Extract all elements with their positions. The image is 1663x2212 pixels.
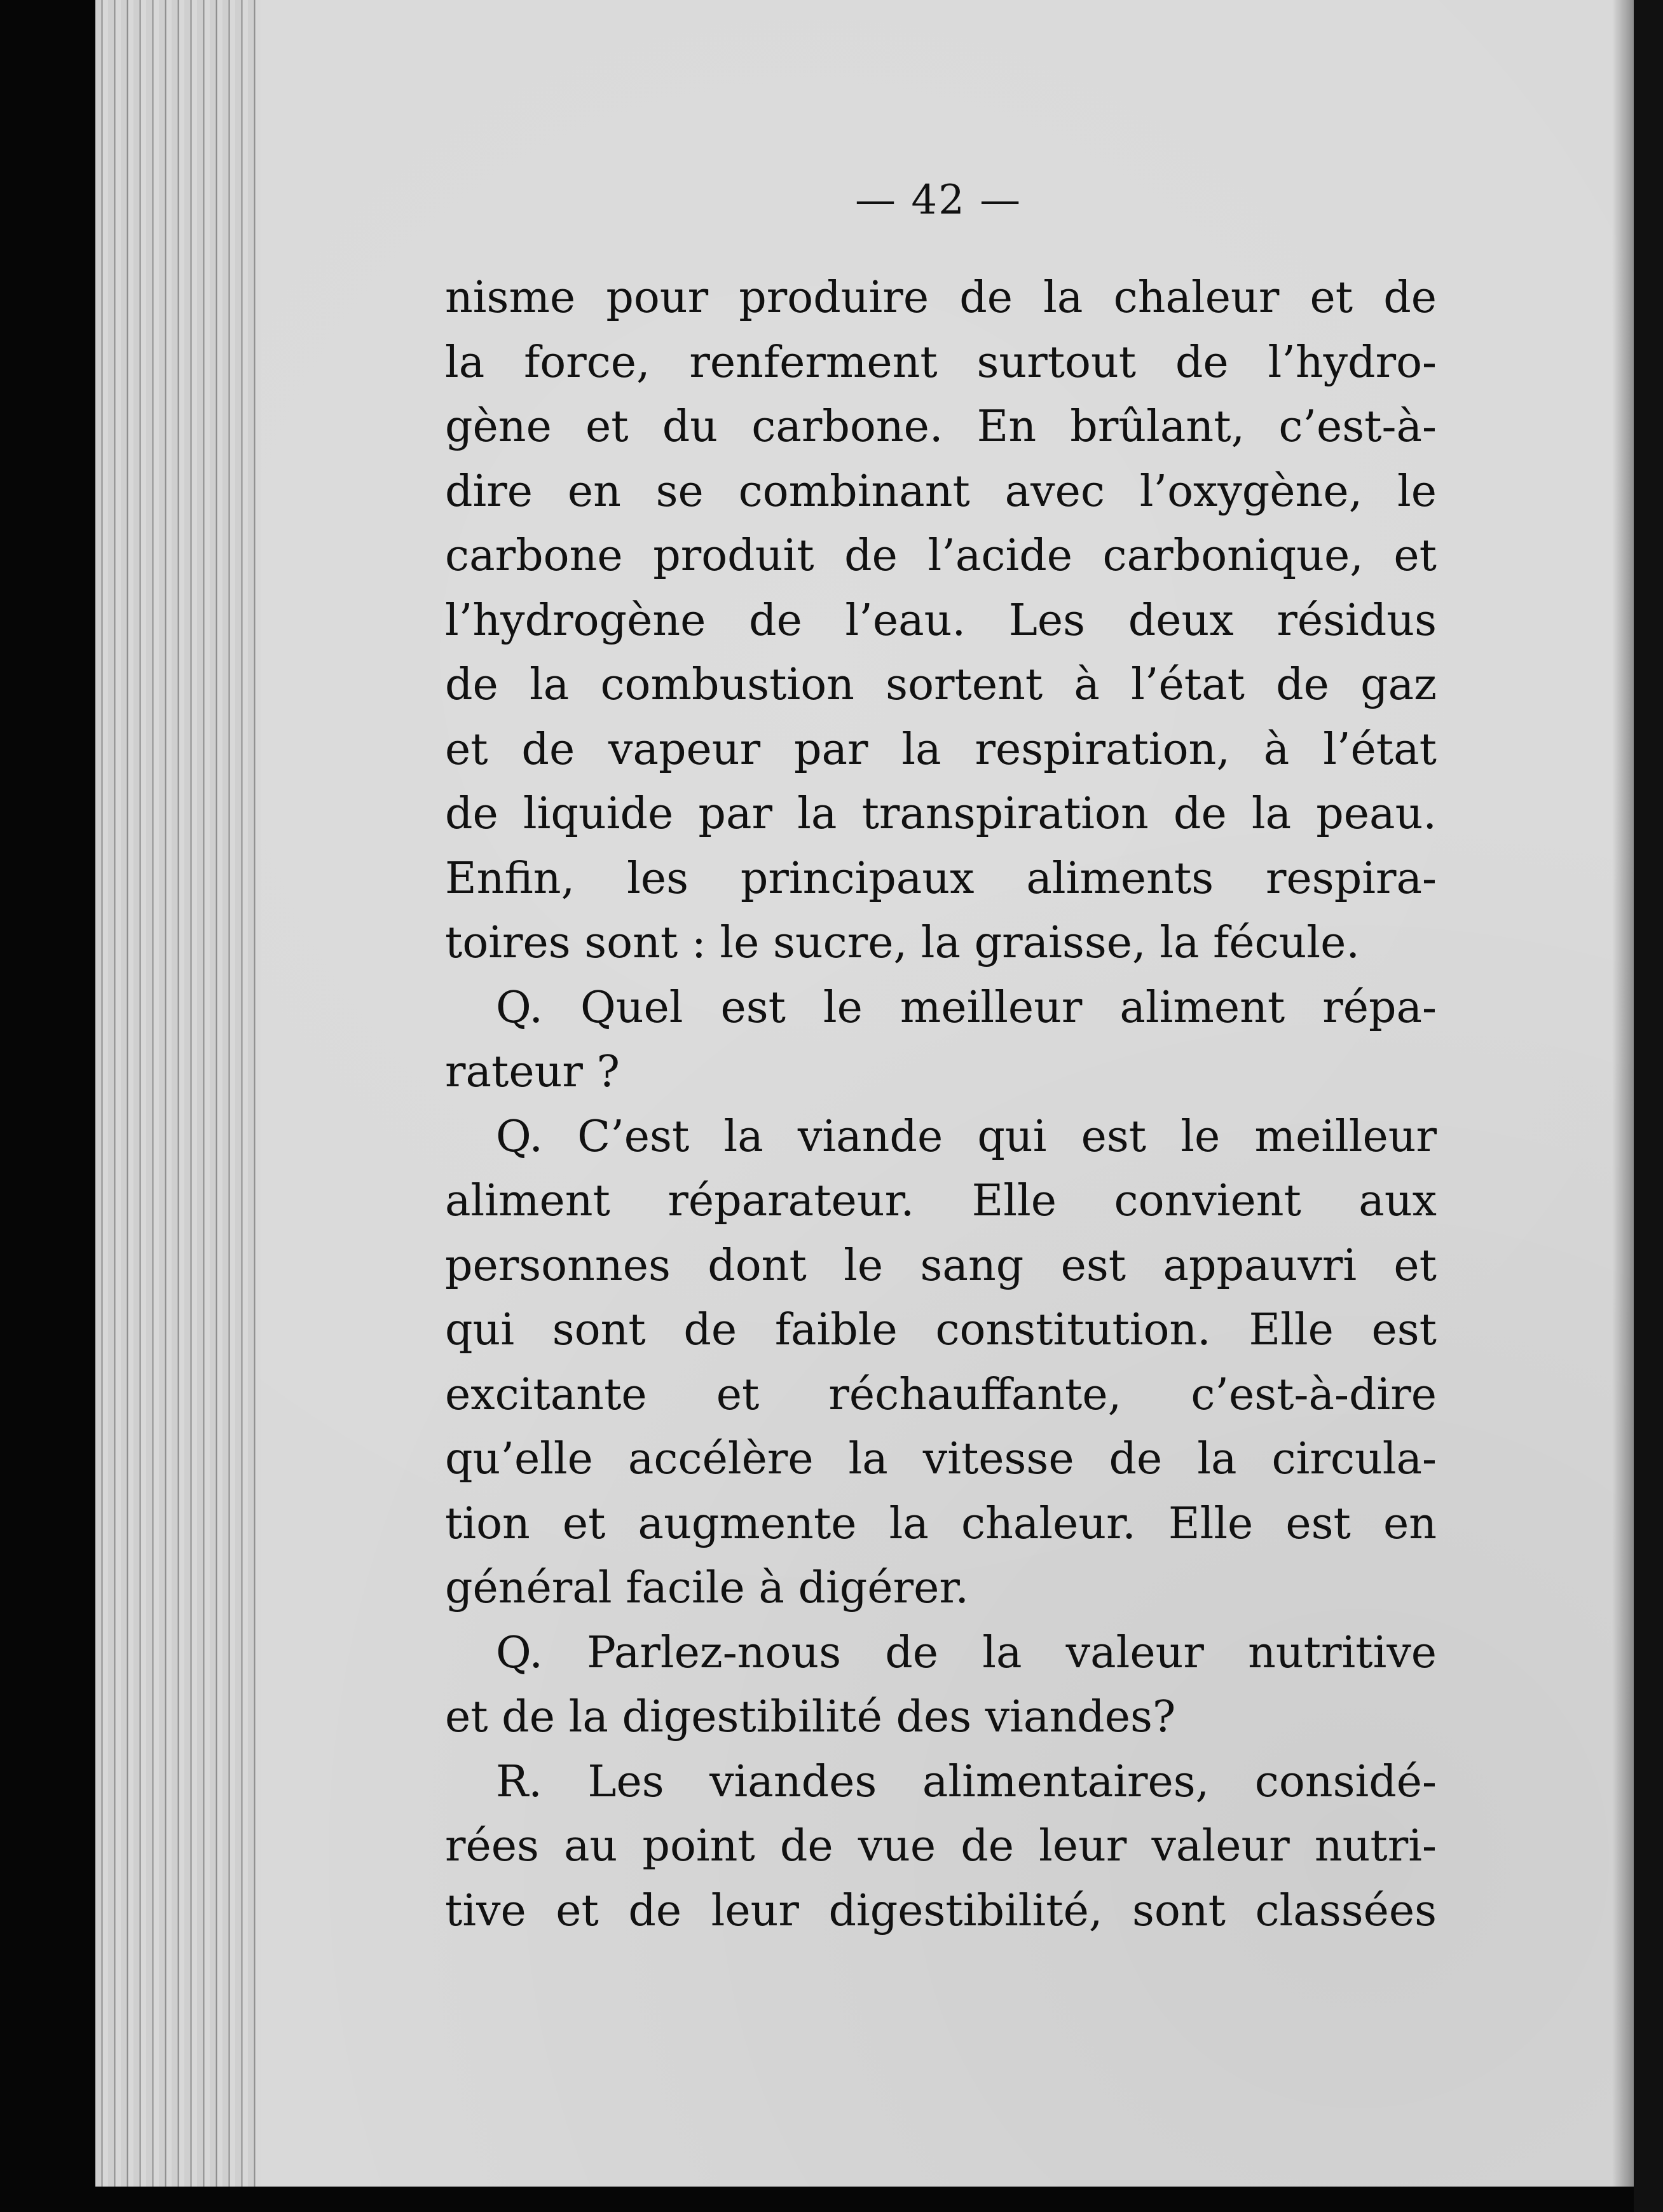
scan-border: [1634, 0, 1663, 2212]
answer-line: rées au point de vue de leur valeur nutri-: [445, 1821, 1437, 1871]
question-line: rateur ?: [445, 1047, 620, 1097]
answer-line: Q. C’est la viande qui est le meilleur: [496, 1111, 1437, 1162]
answer-line: excitante et réchauffante, c’est-à-dire: [445, 1369, 1437, 1420]
question-line: et de la digestibilité des viandes?: [445, 1692, 1176, 1742]
text-line: carbone produit de l’acide carbonique, et: [445, 531, 1437, 581]
answer-line: qui sont de faible constitution. Elle est: [445, 1305, 1437, 1355]
text-line: la force, renferment surtout de l’hydro-: [445, 337, 1437, 388]
answer-line: R. Les viandes alimentaires, considé-: [496, 1756, 1437, 1807]
text-line: l’hydrogène de l’eau. Les deux résidus: [445, 595, 1437, 646]
stacked-page-edges: [95, 0, 286, 2187]
text-line: de la combustion sortent à l’état de gaz: [445, 660, 1437, 710]
answer-line: tive et de leur digestibilité, sont classées: [445, 1885, 1437, 1936]
question-line: Q. Parlez-nous de la valeur nutritive: [496, 1627, 1437, 1678]
text-line: de liquide par la transpiration de la peau.: [445, 789, 1437, 839]
question-line: Q. Quel est le meilleur aliment répa-: [496, 982, 1437, 1033]
answer-line: général facile à digérer.: [445, 1563, 969, 1613]
text-line: nisme pour produire de la chaleur et de: [445, 273, 1437, 323]
text-line: gène et du carbone. En brûlant, c’est-à-: [445, 402, 1437, 452]
answer-line: personnes dont le sang est appauvri et: [445, 1240, 1437, 1291]
text-line: Enfin, les principaux aliments respira-: [445, 853, 1437, 904]
page-number: — 42 —: [855, 177, 1022, 224]
body-text: [445, 266, 1437, 1943]
text-line: dire en se combinant avec l’oxygène, le: [445, 466, 1437, 517]
text-line: toires sont : le sucre, la graisse, la fécule.: [445, 918, 1360, 968]
answer-line: aliment réparateur. Elle convient aux: [445, 1176, 1437, 1226]
answer-line: qu’elle accélère la vitesse de la circula-: [445, 1434, 1437, 1484]
text-line: et de vapeur par la respiration, à l’état: [445, 724, 1437, 775]
answer-line: tion et augmente la chaleur. Elle est en: [445, 1498, 1437, 1549]
